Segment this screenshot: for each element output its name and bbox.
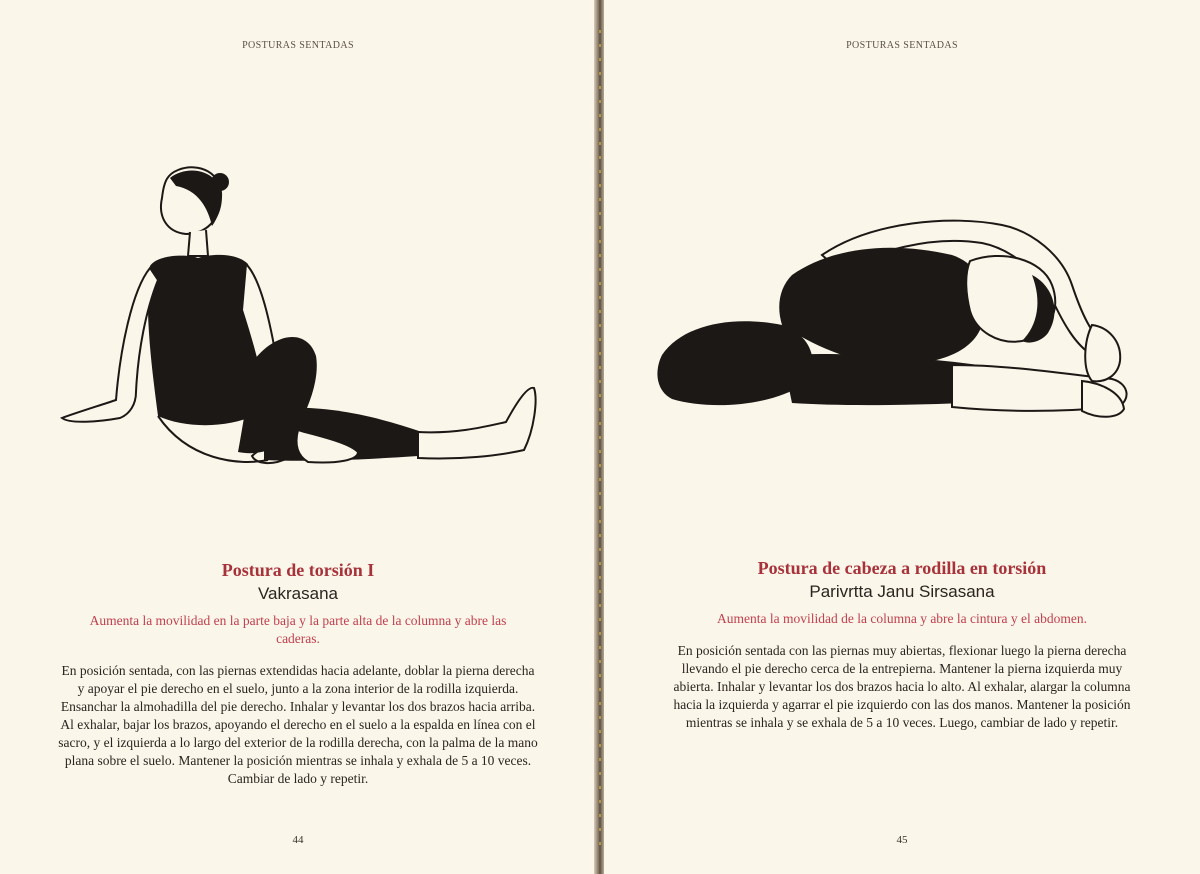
head-to-knee-twist-illustration-icon xyxy=(604,215,1200,435)
running-head-right: POSTURAS SENTADAS xyxy=(846,40,958,51)
sanskrit-name-right: Parivrtta Janu Sirsasana xyxy=(809,582,995,601)
pose-summary-right: Aumenta la movilidad de la columna y abre la cintura y el abdomen. xyxy=(717,611,1087,626)
page-number-right: 45 xyxy=(896,834,908,846)
pose-title-right: Postura de cabeza a rodilla en torsión xyxy=(757,558,1047,578)
page-number-left: 44 xyxy=(292,834,304,846)
seated-twist-illustration-icon xyxy=(0,160,596,480)
sanskrit-name-left: Vakrasana xyxy=(257,584,338,603)
binding-stitches xyxy=(599,30,601,850)
right-page xyxy=(604,0,1200,874)
running-head-left: POSTURAS SENTADAS xyxy=(242,40,354,51)
pose-instructions-right: En posición sentada con las piernas muy abiertas, flexionar luego la pierna derecha llevando el pie derecho cerca de la entrepierna. Mantener la pierna izquierda muy abierta. Inhalar y levantar los dos brazos hacia lo alto. Al exhalar, alargar la columna hacia la izquierda y agarrar el pie izquierdo con las dos manos. Mantener la posición mientras se inhala y se exhala de 5 a 10 veces. Luego, cambiar de lado y repetir. xyxy=(673,643,1131,730)
left-page xyxy=(0,0,596,874)
pose-summary-left: Aumenta la movilidad en la parte baja y la parte alta de la columna y abre las caderas. xyxy=(89,613,507,646)
pose-instructions-left: En posición sentada, con las piernas extendidas hacia adelante, doblar la pierna derecha y apoyar el pie derecho en el suelo, junto a la zona interior de la rodilla izquierda. Ensanchar la almohadilla del pie derecho. Inhalar y levantar los dos brazos hacia arriba. Al exhalar, bajar los brazos, apoyando el derecho en el suelo a la espalda en línea con el sacro, y el izquierda a lo largo del exterior de la rodilla derecha, con la palma de la mano plana sobre el suelo. Mantener la posición mientras se inhala y exhala de 5 a 10 veces. Cambiar de lado y repetir. xyxy=(58,663,538,786)
pose-title-left: Postura de torsión I xyxy=(221,560,375,580)
